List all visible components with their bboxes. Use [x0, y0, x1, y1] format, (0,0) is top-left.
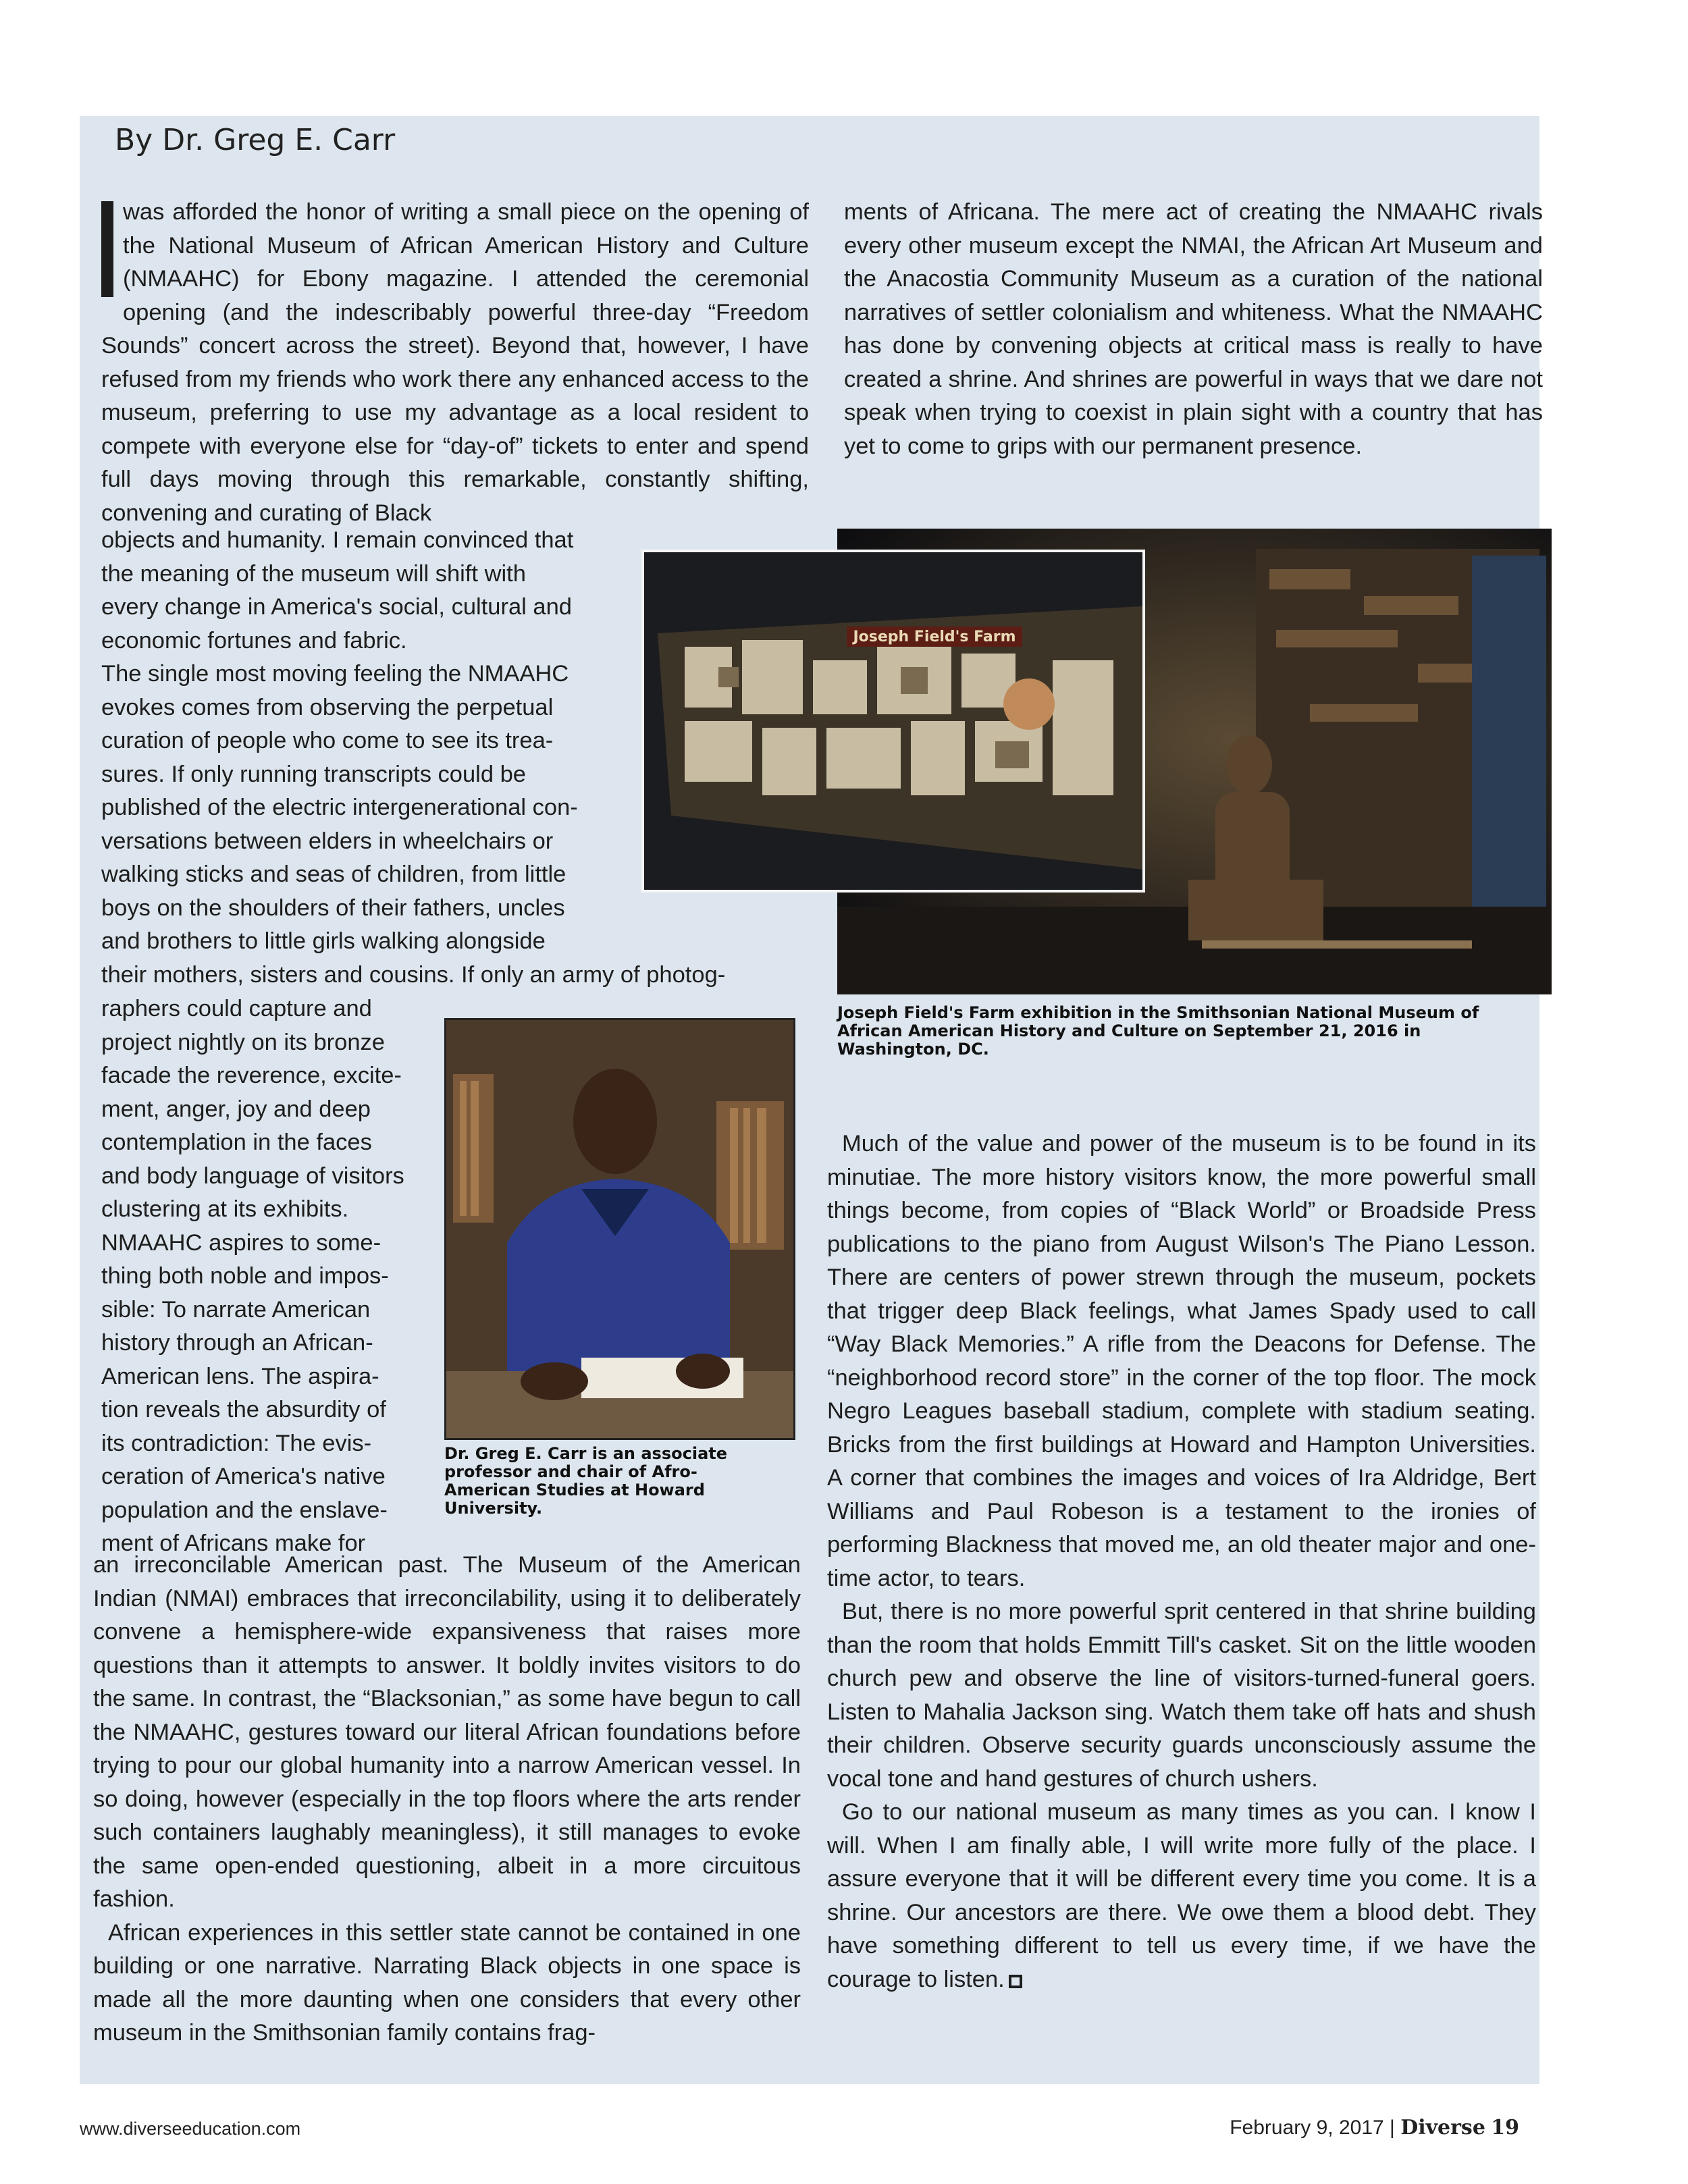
text-line: sible: To narrate American: [101, 1296, 371, 1323]
exhibit-sign-text: Joseph Field's Farm: [853, 629, 1016, 645]
text-line: facade the reverence, excite-: [101, 1063, 402, 1088]
text-line: NMAAHC aspires to some-: [101, 1229, 381, 1256]
text-line: project nightly on its bronze: [101, 1029, 385, 1055]
text-line: economic fortunes and fabric.: [101, 627, 407, 654]
footer-separator: |: [1390, 2116, 1395, 2139]
paragraph-minutiae: Much of the value and power of the museum is to be found in its minutiae. The more history visitors know, the more powerful small things become, from copies of “Black World” or Broadside Press publications to the piano from August Wilson's The Piano Lesson. There are centers of power strewn through the museum, pockets that trigger deep Black feelings, what James Spady used to call “Way Black Memories.” A rifle from the Deacons for Defense. The “neighborhood record store” in the corner of the top floor. The mock Negro Leagues baseball stadium, complete with stadium seating. Bricks from the first buildings at Howard and Hampton Universities. A corner that combines the images and voices of Ira Aldridge, Bert Williams and Paul Robeson is a testament to the ironies of performing Blackness that moved me, an old theater major and one-time actor, to tears.: [827, 1131, 1536, 1591]
text-line: objects and humanity. I remain convinced that: [101, 527, 574, 553]
text-line: their mothers, sisters and cousins. If only an army of photog-: [101, 961, 726, 988]
text-line: walking sticks and seas of children, from little: [101, 861, 566, 887]
col1-top: [101, 196, 809, 530]
end-mark-icon: [1009, 1975, 1022, 1988]
author-portrait-image: [446, 1020, 793, 1438]
text-line: curation of people who come to see its trea-: [101, 728, 554, 753]
text-line: every change in America's social, cultural and: [101, 594, 572, 620]
text-line: versations between elders in wheelchairs or: [101, 828, 554, 854]
text-line: sures. If only running transcripts could be: [101, 761, 526, 787]
text-line: The single most moving feeling the NMAAHC: [101, 661, 569, 687]
text-line: raphers could capture and: [101, 996, 372, 1021]
text-line: American lens. The aspira-: [101, 1363, 379, 1389]
text-line: contemplation in the faces: [101, 1129, 372, 1155]
text-line: population and the enslave-: [101, 1497, 388, 1523]
byline: By Dr. Greg E. Carr: [115, 123, 396, 157]
drop-cap-i: [101, 201, 113, 297]
text-line: history through an African-: [101, 1330, 373, 1356]
exhibit-wall-photo: [641, 550, 1145, 893]
paragraph-african-experiences: African experiences in this settler state cannot be contained in one building or one narrative. Narrating Black objects in one space is made all the more daunting when one considers that every other museum in the Smithsonian family contains frag-: [93, 1919, 801, 2046]
text-line: evokes comes from observing the perpetual: [101, 694, 554, 720]
footer-page-number: 19: [1491, 2116, 1519, 2139]
paragraph-closing: [827, 1796, 1536, 1996]
exhibit-wall-image: [644, 552, 1142, 890]
col1-bottom: [93, 1549, 801, 2050]
text-line: its contradiction: The evis-: [101, 1430, 372, 1456]
paragraph-africana: ments of Africana. The mere act of creating the NMAAHC rivals every other museum except the NMAI, the African Art Museum and the Anacostia Community Museum as a curation of the national narratives of settler colonialism and whiteness. What the NMAAHC has done by convening objects at critical mass is really to have created a shrine. And shrines are powerful in ways that we dare not speak when trying to coexist in plain sight with a country that has yet to come to grips with our permanent presence.: [844, 199, 1543, 459]
exhibit-photo-caption: Joseph Field's Farm exhibition in the Smithsonian National Museum of African American History and Culture on September 21, 2016 in Washington, DC.: [837, 1003, 1479, 1059]
text-line: published of the electric intergenerational con-: [101, 795, 578, 820]
text-line: and body language of visitors: [101, 1163, 404, 1189]
author-photo: [444, 1018, 795, 1440]
author-caption: Dr. Greg E. Carr is an associate professor and chair of Afro-American Studies at Howard University.: [444, 1444, 728, 1518]
col2-top: [844, 196, 1543, 463]
text-line: boys on the shoulders of their fathers, uncles: [101, 895, 565, 921]
text-line: and brothers to little girls walking alongside: [101, 928, 546, 954]
text-line: ment, anger, joy and deep: [101, 1096, 371, 1122]
paragraph-emmitt-till: But, there is no more powerful sprit centered in that shrine building than the room that holds Emmitt Till's casket. Sit on the little wooden church pew and observe the line of visitors-turned-funeral goers. Listen to Mahalia Jackson sing. Watch them take off hats and shush their children. Observe security guards unconsciously assume the vocal tone and hand gestures of church ushers.: [827, 1599, 1536, 1792]
text-line: the meaning of the museum will shift with: [101, 560, 526, 587]
paragraph-nmai: an irreconcilable American past. The Museum of the American Indian (NMAI) embraces that irreconcilability, using it to deliberately convene a hemisphere-wide expansiveness that raises more questions than it attempts to answer. It boldly invites visitors to do the same. In contrast, the “Blacksonian,” as some have begun to call the NMAAHC, gestures toward our literal African foundations before trying to pour our global humanity into a narrow American vessel. In so doing, however (especially in the top floors where the arts render such containers laughably meaningless), it still manages to evoke the same open-ended questioning, albeit in a more circuitous fashion.: [93, 1552, 801, 1912]
text-line: tion reveals the absurdity of: [101, 1397, 386, 1422]
paragraph-intro: was afforded the honor of writing a small piece on the opening of the National Museum of African American History and Culture (NMAAHC) for Ebony magazine. I attended the ceremonial opening (and the indescribably powerful three-day “Freedom Sounds” concert across the street). Beyond that, however, I have refused from my friends who work there any enhanced access to the museum, preferring to use my advantage as a local resident to compete with everyone else for “day-of” tickets to enter and spend full days moving through this remarkable, constantly shifting, convening and curating of Black: [101, 199, 809, 526]
col2-bottom: [827, 1127, 1536, 1996]
footer-magazine: Diverse: [1400, 2116, 1485, 2139]
text-line: clustering at its exhibits.: [101, 1196, 349, 1222]
text-line: ment of Africans make for: [101, 1530, 366, 1556]
footer-website: www.diverseeducation.com: [80, 2119, 301, 2139]
col1-narrow: [101, 992, 425, 1561]
closing-text: Go to our national museum as many times as you can. I know I will. When I am finally able, I will write more fully of the place. I assure everyone that it will be different every time you come. It is a shrine. Our ancestors are there. We owe them a blood debt. They have something different to tell us every time, if we have the courage to listen.: [827, 1799, 1536, 1992]
text-line: thing both noble and impos-: [101, 1263, 389, 1289]
footer-date: February 9, 2017: [1230, 2116, 1384, 2139]
text-line: ceration of America's native: [101, 1464, 386, 1489]
footer-folio: [1230, 2116, 1519, 2139]
